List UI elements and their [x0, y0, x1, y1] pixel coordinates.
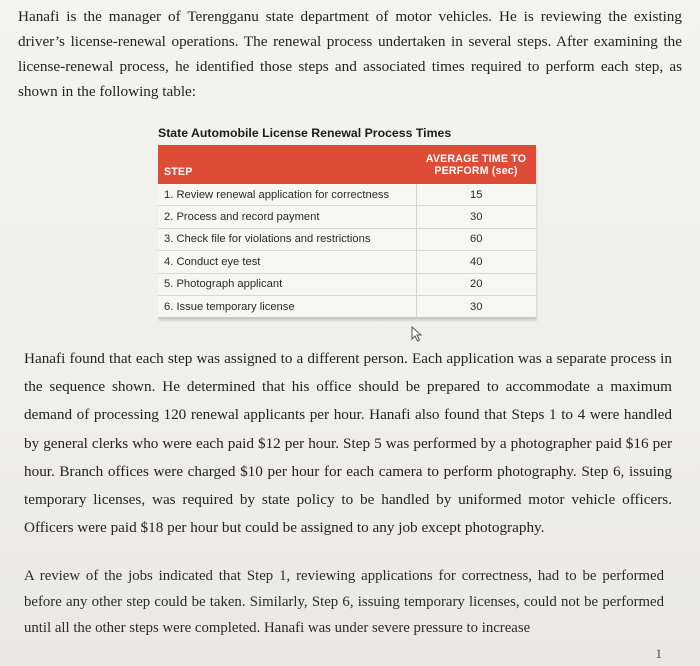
page-number: 1: [655, 646, 662, 661]
step-cell: 1. Review renewal application for correctness: [158, 184, 416, 206]
table-row: [158, 251, 536, 273]
process-times-table: [158, 145, 536, 319]
time-cell: 15: [416, 184, 536, 206]
table-row: [158, 184, 536, 206]
step-cell: 3. Check file for violations and restrictions: [158, 228, 416, 250]
mouse-pointer-icon: [410, 326, 424, 342]
column-header-time-line2: PERFORM (sec): [434, 164, 518, 177]
details-paragraph: Hanafi found that each step was assigned to a different person. Each application was a separate process in the sequence shown. He determined that his office should be prepared to accommodate a maximum demand of processing 120 renewal applicants per hour. Hanafi also found that Steps 1 to 4 were handled by general clerks who were each paid $12 per hour. Step 5 was performed by a photographer paid $16 per hour. Branch offices were charged $10 per hour for each camera to perform photography. Step 6, issuing temporary licenses, was required by state policy to be handled by uniformed motor vehicle officers. Officers were paid $18 per hour but could be assigned to any job except photography.: [24, 350, 672, 537]
table-header-row: [158, 145, 536, 184]
step-cell: 4. Conduct eye test: [158, 251, 416, 273]
time-cell: 20: [416, 273, 536, 295]
step-cell: 5. Photograph applicant: [158, 273, 416, 295]
table-row: [158, 206, 536, 228]
table-caption: State Automobile License Renewal Process Times: [158, 126, 452, 140]
column-header-time: [416, 145, 536, 184]
table-row: [158, 228, 536, 250]
time-cell: 60: [416, 228, 536, 250]
step-cell: 6. Issue temporary license: [158, 295, 416, 318]
intro-paragraph: Hanafi is the manager of Terengganu state department of motor vehicles. He is reviewing the existing driver’s license-renewal operations. The renewal process undertaken in several steps. After examining the license-renewal process, he identified those steps and associated times required to perform each step, as shown in the following table:: [18, 8, 682, 100]
column-header-time-line1: AVERAGE TIME TO: [425, 152, 527, 165]
column-header-step: STEP: [158, 145, 416, 184]
time-cell: 40: [416, 251, 536, 273]
time-cell: 30: [416, 206, 536, 228]
time-cell: 30: [416, 295, 536, 318]
table-row: [158, 295, 536, 318]
review-paragraph: A review of the jobs indicated that Step 1, reviewing applications for correctness, had to be performed before any other step could be taken. Similarly, Step 6, issuing temporary licenses, could not be performed until all the other steps were completed. Hanafi was under severe pressure to increase: [24, 568, 664, 636]
step-cell: 2. Process and record payment: [158, 206, 416, 228]
table-row: [158, 273, 536, 295]
